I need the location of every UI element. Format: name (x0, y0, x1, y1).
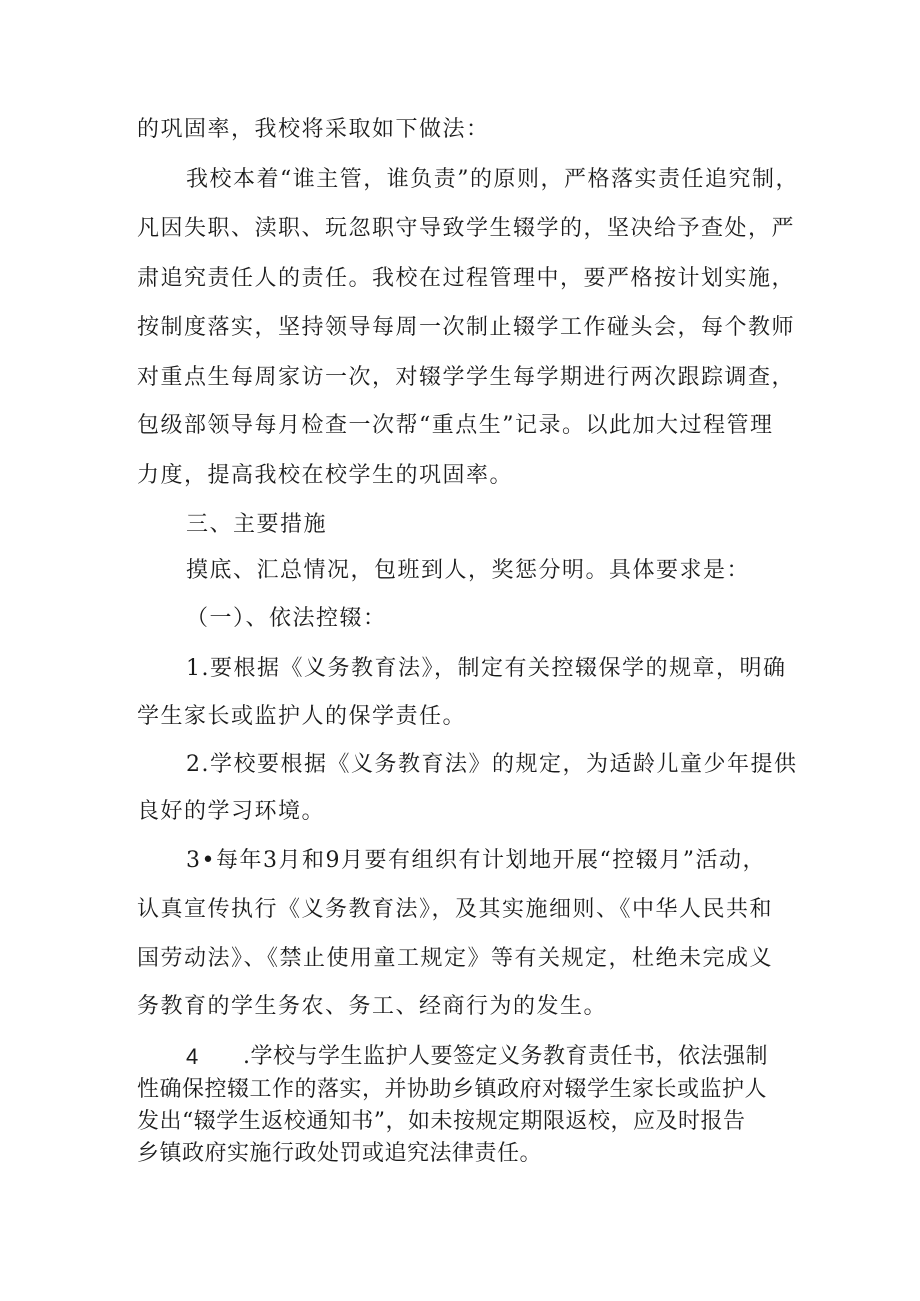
list-item-line: 良好的学习环境。 (137, 799, 326, 824)
list-item-line: 国劳动法》、《禁止使用童工规定》等有关规定，杜绝未完成义 (137, 946, 774, 971)
list-item-line: 性确保控辍工作的落实，并协助乡镇政府对辍学生家长或监护人 (137, 1077, 768, 1102)
paragraph-line: 凡因失职、渎职、玩忽职守导致学生辍学的，坚决给予查处，严 (137, 216, 796, 241)
paragraph-line: 摸底、汇总情况，包班到人，奖惩分明。具体要求是： (186, 558, 751, 583)
list-item-line: 认真宣传执行《义务教育法》，及其实施细则、《中华人民共和 (137, 897, 774, 922)
paragraph-line: 对重点生每周家访一次，对辍学学生每学期进行两次跟踪调查， (137, 365, 796, 390)
list-item-line: 务教育的学生务农、务工、经商行为的发生。 (137, 994, 608, 1019)
list-item-number: 4 (186, 1044, 200, 1069)
paragraph-line: 的巩固率，我校将采取如下做法： (137, 117, 490, 142)
list-item-line: 2.学校要根据《义务教育法》的规定，为适龄儿童少年提供 (186, 752, 798, 777)
paragraph-line: 包级部领导每月检查一次帮“重点生”记录。以此加大过程管理 (137, 413, 774, 438)
list-item-line: .学校与学生监护人要签定义务教育责任书，依法强制 (243, 1044, 768, 1069)
list-item-line: 学生家长或监护人的保学责任。 (137, 704, 467, 729)
subsection-heading: （一）、依法控辍： (186, 606, 387, 631)
paragraph-line: 肃追究责任人的责任。我校在过程管理中，要严格按计划实施， (137, 266, 796, 291)
paragraph-line: 按制度落实，坚持领导每周一次制止辍学工作碰头会，每个教师 (137, 315, 796, 340)
section-heading: 三、主要措施 (186, 512, 328, 537)
paragraph-line: 力度，提高我校在校学生的巩固率。 (137, 463, 514, 488)
list-item-line: 3•每年3月和9月要有组织有计划地开展“控辍月”活动， (186, 848, 766, 873)
list-item-line: 1.要根据《义务教育法》，制定有关控辍保学的规章，明确 (186, 656, 787, 681)
list-item-line: 乡镇政府实施行政处罚或追究法律责任。 (137, 1141, 543, 1166)
list-item-line: 发出“辍学生返校通知书”，如未按规定期限返校，应及时报告 (137, 1109, 746, 1134)
paragraph-line: 我校本着“谁主管，谁负责”的原则，严格落实责任追究制， (186, 167, 799, 192)
